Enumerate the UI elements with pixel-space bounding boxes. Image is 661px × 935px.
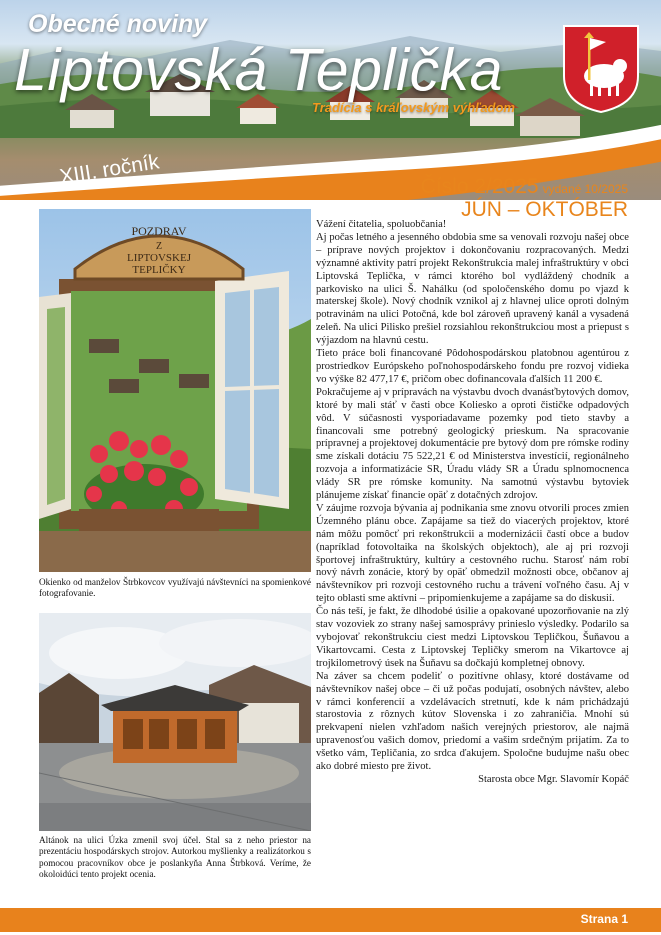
sign-text-line-1: POZDRAV [131, 224, 187, 238]
masthead-banner [0, 0, 661, 200]
page-number: Strana 1 [580, 912, 628, 926]
sign-text-line-4: TEPLIČKY [132, 264, 186, 276]
article-signature: Starosta obce Mgr. Slavomír Kopáč [478, 773, 629, 785]
article-paragraph: Pokračujeme aj v prípravách na výstavbu dvoch dvanásťbytových domov, ktoré by mali stáť v časti obce Koliesko a oproti čističke odpadových vôd. V súčasnosti vysporiadavame pozemky pod tieto stavby a financovali sme potrebný geologický prieskum. Na spracovanie prípravnej a projektovej dokumentácie pre bytový dom pre rómske rodiny sme získali dotáciu 75 522,21 € od Ministerstva investícií, regionálneho rozvoja a informatizácie SR, Úradu vlády SR a Úradu splnomocnenca vlády SR pre rómske komunity. Na samotnú výstavbu bytoviek plánujeme získať financie opäť z dotačných zdrojov. [316, 386, 629, 502]
issue-published-date: vydané 10/2025 [542, 182, 628, 196]
sign-text-line-3: LIPTOVSKEJ [127, 252, 191, 264]
volume-label: XIII. ročník [58, 150, 161, 189]
publication-type: Obecné noviny [28, 10, 208, 38]
publication-title: Liptovská Teplička [14, 37, 503, 103]
article-salutation: Vážení čitatelia, spoluobčania! [316, 219, 447, 230]
photo-gazebo [39, 613, 311, 831]
article-paragraph: Čo nás teší, je fakt, že dlhodobé úsilie a opakované upozorňovanie na zlý stav vozoviek zo strany našej samosprávy prinieslo výsledky. Podarilo sa vybojovať rekonštrukciu ciest medzi Liptovskou Tepličkou, Šuňavou a Vikartovcami. Cesta z Liptovskej Tepličky smerom na Vikartovce aj trojkilometrový úsek na Šuňavu sa dočkajú kompletnej obnovy. [316, 606, 629, 669]
issue-info [421, 175, 628, 199]
article-paragraph: Tieto práce boli financované Pôdohospodárskou platobnou agentúrou z prostriedkov Európskeho poľnohospodárskeho fondu pre rozvoj vidieka vo výške 82 477,17 €, pričom obec dofinancovala ďalších 11 200 €. [316, 348, 629, 385]
issue-number: Číslo 2/2025 [420, 175, 539, 198]
page-footer [0, 908, 661, 932]
photo-caption-2: Altánok na ulici Úzka zmenil svoj účel. Stal sa z neho priestor na prezentáciu hospodárskych strojov. Autorkou myšlienky a realizátorkou s pomocou pracovníkov obce je poslankyňa Anna Štrbková. Veríme, že okoloidúci tento projekt ocenia. [39, 835, 311, 880]
photo-window-frame [39, 209, 311, 572]
tagline: Tradícia s kráľovským výhľadom [312, 100, 515, 115]
photo-caption-1: Okienko od manželov Štrbkovcov využívajú návštevníci na spomienkové fotografovanie. [39, 577, 311, 599]
sign-text-line-2: Z [155, 241, 163, 252]
editorial-article [316, 219, 629, 787]
article-paragraph: Na záver sa chcem podeliť o pozitívne ohlasy, ktoré dostávame od návštevníkov našej obce – či už počas podujatí, osobných návštev, alebo v rámci konferencií a vzdelávacích stretnutí, kde k nám prichádzajú starostovia z rôznych kútov Slovenska i zo zahraničia. Mnohí sú prekvapení nielen vzhľadom našich verejných priestorov, ale najmä upravenosťou vašich domov, priedomí a vašim srdečným prijatím. Za to všetko vám, Tepličania, zo srdca ďakujem. Spoločne budujme našu obec ako dobré miesto pre život. [316, 670, 629, 773]
article-paragraph: V záujme rozvoja bývania aj podnikania sme znovu otvorili proces zmien Územného plánu obce. Zapájame sa tiež do viacerých projektov, ktoré nám môžu pomôcť pri rekonštrukcii a modernizácii častí obce a budov (napríklad fotovoltaika na školských objektoch), ale aj pri rozvoji športovej infraštruktúry, kultúry a cestovného ruchu. Starosť nám robí nový návrh zonácie, ktorý by opäť obmedzil možnosti obce, občanov aj návštevníkov pri rozvoji cestovného ruchu a trávení voľného času. Aj v tejto oblasti sme aktívni – pripomienkujeme a zapájame sa do diskusií. [316, 502, 629, 605]
issue-months: JÚN – OKTÓBER [461, 198, 628, 221]
article-paragraph: Aj počas letného a jesenného obdobia sme sa venovali rozvoju našej obce – príprave nových projektov i dokončovaniu rozpracovaných. Medzi významné aktivity patrí projekt Rekonštrukcia malej infraštruktúry v obci Liptovská Teplička, v rámci ktorého bol vydláždený chodník a parkovisko na ulici Š. Nahálku (od spoločenského domu po vjazd k materskej škole). Nový chodník vznikol aj z hlavnej ulice oproti dolným potravinám na ulici Potočná, kde bol zároveň upravený kanál a vysadená zeleň. Na ulici Pilisko prešiel rozsiahlou rekonštrukciou most a priepust s výjazdom na hlavnú cestu. [316, 231, 629, 347]
coat-of-arms-logo [562, 24, 640, 114]
